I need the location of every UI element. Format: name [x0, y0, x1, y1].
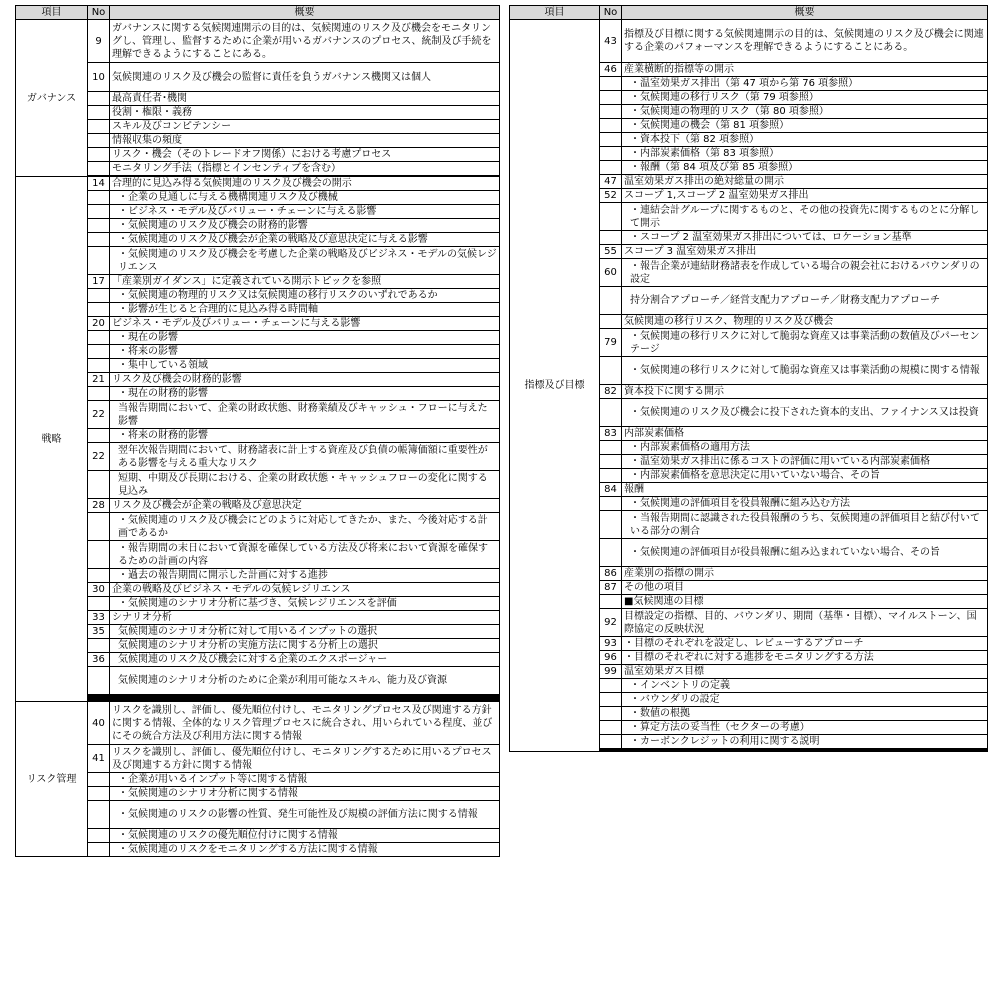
sub-item: ・気候関連のリスク及び機会に投下された資本的支出、ファイナンス又は投資	[622, 399, 988, 427]
item-text: ・目標のそれぞれを設定し、レビューするアプローチ	[622, 637, 988, 651]
header-category: 項目	[510, 6, 600, 20]
item-no: 10	[88, 63, 110, 92]
item-text: リスクを識別し、評価し、優先順位付けし、モニタリングするために用いるプロセス及び関連する方針に関する情報	[110, 745, 500, 773]
item-text: 報酬	[622, 483, 988, 497]
item-text: 目標設定の指標、目的、バウンダリ、期間（基準・目標）、マイルストーン、国際協定の反映状況	[622, 609, 988, 637]
item-no: 21	[88, 373, 110, 387]
sub-item: ・気候関連の移行リスクに対して脆弱な資産又は事業活動の規模に関する情報	[622, 357, 988, 385]
gov-item: 情報収集の頻度	[110, 134, 500, 148]
category-metrics: 指標及び目標	[510, 20, 600, 752]
sub-item: ・企業が用いるインプット等に関する情報	[110, 773, 500, 787]
item-no: 52	[600, 189, 622, 203]
item-no: 35	[88, 625, 110, 639]
item-text: 指標及び目標に関する気候関連開示の目的は、気候関連のリスク及び機会に関連する企業のパフォーマンスを理解できるようにすることにある。	[622, 20, 988, 63]
header-no: No	[600, 6, 622, 20]
sub-item: ・気候関連のリスク及び機会が企業の戦略及び意思決定に与える影響	[110, 233, 500, 247]
item-text: リスク及び機会の財務的影響	[110, 373, 500, 387]
sub-item: ・将来の影響	[110, 345, 500, 359]
item-no: 14	[88, 177, 110, 191]
sub-item: ・気候関連のシナリオ分析に関する情報	[110, 787, 500, 801]
sub-item: ・報告企業が連結財務諸表を作成している場合の親会社におけるバウンダリの設定	[622, 259, 988, 287]
sub-item: ・気候関連の評価項目を役員報酬に組み込む方法	[622, 497, 988, 511]
sub-item: ・気候関連の移行リスクに対して脆弱な資産又は事業活動の数値及びパーセンテージ	[622, 329, 988, 357]
sub-item: ・報酬（第 84 項及び第 85 項参照）	[622, 161, 988, 175]
item-text: 温室効果ガス目標	[622, 665, 988, 679]
sub-item: ・気候関連のリスクをモニタリングする方法に関する情報	[110, 843, 500, 857]
sub-item: ・スコープ 2 温室効果ガス排出については、ロケーション基準	[622, 231, 988, 245]
sub-item: 気候関連のリスク及び機会に対する企業のエクスポージャー	[110, 653, 500, 667]
item-text: 気候関連の移行リスク、物理的リスク及び機会	[622, 315, 988, 329]
sub-item: ・内部炭素価格（第 83 項参照）	[622, 147, 988, 161]
sub-item: ・集中している領域	[110, 359, 500, 373]
sub-item: ・カーボンクレジットの利用に関する説明	[622, 735, 988, 749]
gov-item: スキル及びコンピテンシー	[110, 120, 500, 134]
item-no: 41	[88, 745, 110, 773]
header-summary: 概要	[622, 6, 988, 20]
gov-item: リスク・機会（そのトレードオフ関係）における考慮プロセス	[110, 148, 500, 162]
sub-item: ・気候関連のリスク及び機会を考慮した企業の戦略及びビジネス・モデルの気候レジリエンス	[110, 247, 500, 275]
gov-item: 役割・権限・義務	[110, 106, 500, 120]
sub-item: ・数値の根拠	[622, 707, 988, 721]
item-no: 46	[600, 63, 622, 77]
item-no: 96	[600, 651, 622, 665]
item-no: 86	[600, 567, 622, 581]
item-no: 82	[600, 385, 622, 399]
sub-item: ・気候関連のリスクの影響の性質、発生可能性及び規模の評価方法に関する情報	[110, 801, 500, 829]
sub-item: ・温室効果ガス排出（第 47 項から第 76 項参照）	[622, 77, 988, 91]
item-no: 40	[88, 702, 110, 745]
sub-item: ・気候関連のリスク及び機会の財務的影響	[110, 219, 500, 233]
header-category: 項目	[16, 6, 88, 20]
sub-item: ・バウンダリの設定	[622, 693, 988, 707]
category-strategy: 戦略	[16, 177, 88, 702]
item-no: 83	[600, 427, 622, 441]
sub-item: ・現在の影響	[110, 331, 500, 345]
sub-item: ・インベントリの定義	[622, 679, 988, 693]
item-text: 気候関連のリスク及び機会の監督に責任を負うガバナンス機関又は個人	[110, 63, 500, 92]
sub-item: ・資本投下（第 82 項参照）	[622, 133, 988, 147]
item-text: 「産業別ガイダンス」に定義されている開示トピックを参照	[110, 275, 500, 289]
sub-item: 持分割合アプローチ／経営支配力アプローチ／財務支配力アプローチ	[622, 287, 988, 315]
item-text: 内部炭素価格	[622, 427, 988, 441]
item-text: ・目標のそれぞれに対する進捗をモニタリングする方法	[622, 651, 988, 665]
item-no: 92	[600, 609, 622, 637]
item-text: スコープ 1,スコープ 2 温室効果ガス排出	[622, 189, 988, 203]
item-no: 33	[88, 611, 110, 625]
item-text: その他の項目	[622, 581, 988, 595]
left-table	[15, 5, 499, 857]
item-no: 9	[88, 20, 110, 63]
item-text: リスク及び機会が企業の戦略及び意思決定	[110, 499, 500, 513]
item-text: ■気候関連の目標	[622, 595, 988, 609]
item-text: 産業別の指標の開示	[622, 567, 988, 581]
category-governance: ガバナンス	[16, 20, 88, 177]
header-summary: 概要	[110, 6, 500, 20]
sub-item: ・温室効果ガス排出に係るコストの評価に用いている内部炭素価格	[622, 455, 988, 469]
item-text: シナリオ分析	[110, 611, 500, 625]
item-no: 93	[600, 637, 622, 651]
item-text: ガバナンスに関する気候関連開示の目的は、気候関連のリスク及び機会をモニタリングし、管理し、監督するために企業が用いるガバナンスのプロセス、統制及び手続を理解できるようにすることにある。	[110, 20, 500, 63]
sub-item: ・将来の財務的影響	[110, 429, 500, 443]
sub-item: 気候関連のシナリオ分析に対して用いるインプットの選択	[110, 625, 500, 639]
item-text: 資本投下に関する開示	[622, 385, 988, 399]
sub-item: ・影響が生じると合理的に見込み得る時間軸	[110, 303, 500, 317]
sub-item: ・ビジネス・モデル及びバリュー・チェーンに与える影響	[110, 205, 500, 219]
item-no: 99	[600, 665, 622, 679]
item-no: 60	[600, 259, 622, 287]
sub-item: ・気候関連の評価項目が役員報酬に組み込まれていない場合、その旨	[622, 539, 988, 567]
item-no: 36	[88, 653, 110, 667]
item-no: 43	[600, 20, 622, 63]
gov-item: モニタリング手法（指標とインセンティブを含む）	[110, 162, 500, 176]
item-no: 22	[88, 443, 110, 471]
sub-item: 当報告期間において、企業の財政状態、財務業績及びキャッシュ・フローに与えた影響	[110, 401, 500, 429]
item-no: 30	[88, 583, 110, 597]
item-text: スコープ 3 温室効果ガス排出	[622, 245, 988, 259]
item-no: 20	[88, 317, 110, 331]
item-text: リスクを識別し、評価し、優先順位付けし、モニタリングプロセス及び関連する方針に関する情報、全体的なリスク管理プロセスに統合され、用いられている程度、並びにその統合方法及び利用方法に関する情報	[110, 702, 500, 745]
gov-item: 最高責任者･機関	[110, 92, 500, 106]
item-no: 28	[88, 499, 110, 513]
sub-item: ・気候関連の物理的リスク又は気候関連の移行リスクのいずれであるか	[110, 289, 500, 303]
item-text: 企業の戦略及びビジネス・モデルの気候レジリエンス	[110, 583, 500, 597]
item-no: 84	[600, 483, 622, 497]
sub-item: 翌年次報告期間において、財務諸表に計上する資産及び負債の帳簿価額に重要性がある影響を与える重大なリスク	[110, 443, 500, 471]
sub-item: ・気候関連のリスクの優先順位付けに関する情報	[110, 829, 500, 843]
sub-item: ・気候関連の機会（第 81 項参照）	[622, 119, 988, 133]
sub-item: ・内部炭素価格を意思決定に用いていない場合、その旨	[622, 469, 988, 483]
sub-item: 気候関連のシナリオ分析のために企業が利用可能なスキル、能力及び資源	[110, 667, 500, 695]
sub-item: ・過去の報告期間に開示した計画に対する進捗	[110, 569, 500, 583]
category-risk: リスク管理	[16, 702, 88, 857]
sub-item: ・当報告期間に認識された役員報酬のうち、気候関連の評価項目と結び付いている部分の割合	[622, 511, 988, 539]
header-no: No	[88, 6, 110, 20]
item-no: 22	[88, 401, 110, 429]
sub-item: ・内部炭素価格の適用方法	[622, 441, 988, 455]
item-no: 17	[88, 275, 110, 289]
item-text: 合理的に見込み得る気候関連のリスク及び機会の開示	[110, 177, 500, 191]
sub-item: 短期、中期及び長期における、企業の財政状態・キャッシュフローの変化に関する見込み	[110, 471, 500, 499]
sub-item: ・気候関連の物理的リスク（第 80 項参照）	[622, 105, 988, 119]
sub-item: ・算定方法の妥当性（セクターの考慮）	[622, 721, 988, 735]
sub-item: ・連結会計グループに関するものと、その他の投資先に関するものとに分解して開示	[622, 203, 988, 231]
item-no: 47	[600, 175, 622, 189]
item-no: 55	[600, 245, 622, 259]
sub-item: 気候関連のシナリオ分析の実施方法に関する分析上の選択	[110, 639, 500, 653]
sub-item: ・企業の見通しに与える機構関連リスク及び機械	[110, 191, 500, 205]
item-text: 産業横断的指標等の開示	[622, 63, 988, 77]
item-text: ビジネス・モデル及びバリュー・チェーンに与える影響	[110, 317, 500, 331]
right-table	[509, 5, 987, 752]
sub-item: ・気候関連のリスク及び機会にどのように対応してきたか、また、今後対応する計画であるか	[110, 513, 500, 541]
item-no: 87	[600, 581, 622, 595]
sub-item: ・現在の財務的影響	[110, 387, 500, 401]
item-no: 79	[600, 329, 622, 357]
sub-item: ・気候関連の移行リスク（第 79 項参照）	[622, 91, 988, 105]
sub-item: ・報告期間の末日において資源を確保している方法及び将来において資源を確保するための計画の内容	[110, 541, 500, 569]
sub-item: ・気候関連のシナリオ分析に基づき、気候レジリエンスを評価	[110, 597, 500, 611]
item-text: 温室効果ガス排出の絶対総量の開示	[622, 175, 988, 189]
